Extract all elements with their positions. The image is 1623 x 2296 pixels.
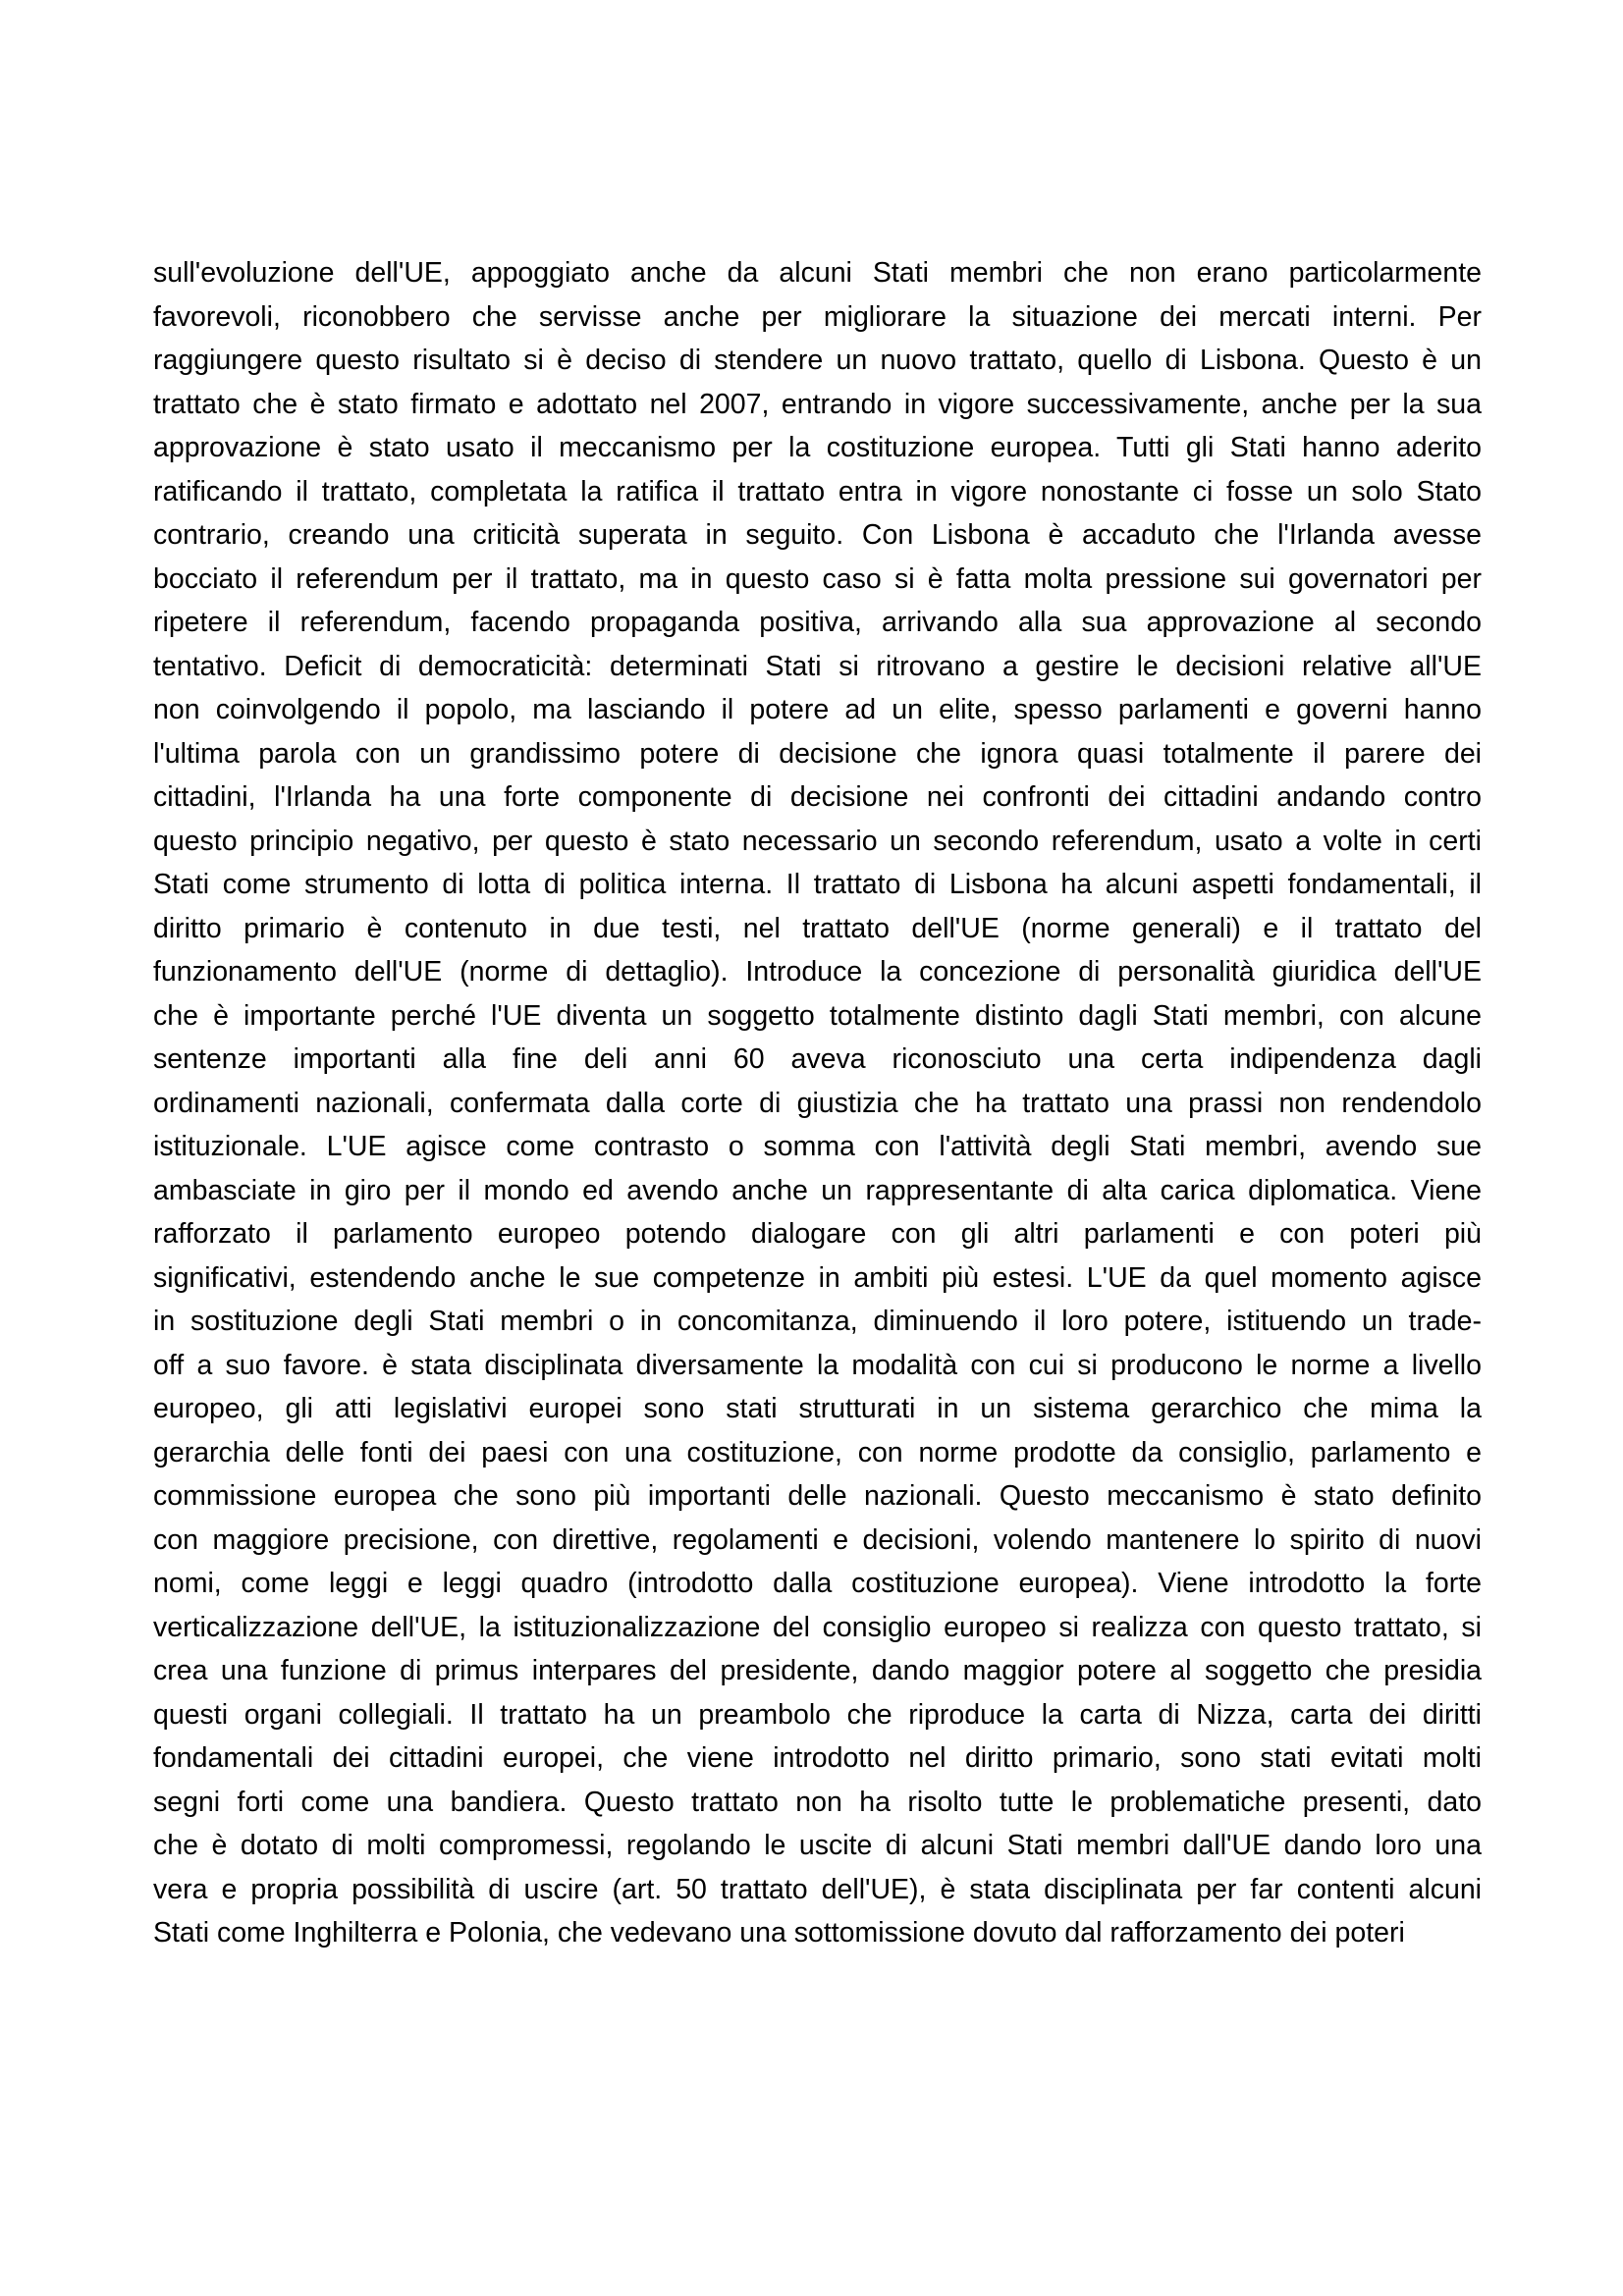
text-line: contrario, creando una criticità superata in seguito. Con Lisbona è accaduto che l'Irlanda avesse <box>153 519 1482 551</box>
text-line: europeo, gli atti legislativi europei sono stati strutturati in un sistema gerarchico che mima la <box>153 1393 1482 1424</box>
text-line: commissione europea che sono più importanti delle nazionali. Questo meccanismo è stato definito <box>153 1480 1482 1512</box>
text-line: diritto primario è contenuto in due testi, nel trattato dell'UE (norme generali) e il trattato del <box>153 912 1482 944</box>
text-line: l'ultima parola con un grandissimo potere di decisione che ignora quasi totalmente il parere dei <box>153 737 1482 770</box>
text-line: che è dotato di molti compromessi, regolando le uscite di alcuni Stati membri dall'UE dando loro una <box>153 1830 1482 1861</box>
text-line: rafforzato il parlamento europeo potendo dialogare con gli altri parlamenti e con poteri più <box>153 1218 1482 1250</box>
text-line: istituzionale. L'UE agisce come contrasto o somma con l'attività degli Stati membri, avendo sue <box>153 1131 1482 1162</box>
text-line: questi organi collegiali. Il trattato ha un preambolo che riproduce la carta di Nizza, carta dei diritti <box>153 1698 1482 1731</box>
text-line: segni forti come una bandiera. Questo trattato non ha risolto tutte le problematiche presenti, dato <box>153 1786 1482 1818</box>
text-line: nomi, come leggi e leggi quadro (introdotto dalla costituzione europea). Viene introdotto la forte <box>153 1568 1482 1599</box>
text-line: questo principio negativo, per questo è stato necessario un secondo referendum, usato a volte in certi <box>153 825 1482 857</box>
text-line: Stati come Inghilterra e Polonia, che vedevano una sottomissione dovuto dal rafforzamento dei poteri <box>153 1917 1405 1949</box>
text-line: funzionamento dell'UE (norme di dettaglio). Introduce la concezione di personalità giuridica dell'UE <box>153 956 1482 988</box>
text-line: sull'evoluzione dell'UE, appoggiato anche da alcuni Stati membri che non erano particolarmente <box>153 257 1482 289</box>
text-line: Stati come strumento di lotta di politica interna. Il trattato di Lisbona ha alcuni aspetti fondamentali, il <box>153 869 1482 900</box>
text-line: raggiungere questo risultato si è deciso di stendere un nuovo trattato, quello di Lisbona. Questo è un <box>153 345 1482 376</box>
text-line: ordinamenti nazionali, confermata dalla corte di giustizia che ha trattato una prassi non rendendolo <box>153 1087 1482 1119</box>
text-line: in sostituzione degli Stati membri o in concomitanza, diminuendo il loro potere, istituendo un trade- <box>153 1306 1482 1337</box>
body-paragraph <box>153 251 1482 1955</box>
text-line: off a suo favore. è stata disciplinata diversamente la modalità con cui si producono le norme a livello <box>153 1349 1482 1381</box>
text-line: non coinvolgendo il popolo, ma lasciando il potere ad un elite, spesso parlamenti e governi hanno <box>153 694 1482 725</box>
text-line: significativi, estendendo anche le sue competenze in ambiti più estesi. L'UE da quel momento agisce <box>153 1261 1482 1294</box>
text-line: verticalizzazione dell'UE, la istituzionalizzazione del consiglio europeo si realizza con questo trattato, si <box>153 1611 1482 1643</box>
text-line: fondamentali dei cittadini europei, che viene introdotto nel diritto primario, sono stati evitati molti <box>153 1742 1482 1774</box>
text-line: trattato che è stato firmato e adottato nel 2007, entrando in vigore successivamente, anche per la sua <box>153 388 1482 420</box>
text-line: crea una funzione di primus interpares del presidente, dando maggior potere al soggetto che presidia <box>153 1655 1482 1686</box>
text-line: ambasciate in giro per il mondo ed avendo anche un rappresentante di alta carica diplomatica. Viene <box>153 1174 1482 1206</box>
text-line: ripetere il referendum, facendo propaganda positiva, arrivando alla sua approvazione al secondo <box>153 607 1482 638</box>
text-line: con maggiore precisione, con direttive, regolamenti e decisioni, volendo mantenere lo spirito di nuovi <box>153 1523 1482 1556</box>
text-line: che è importante perché l'UE diventa un soggetto totalmente distinto dagli Stati membri, con alcune <box>153 999 1482 1032</box>
text-line: tentativo. Deficit di democraticità: determinati Stati si ritrovano a gestire le decisioni relative all'UE <box>153 650 1482 682</box>
text-line: favorevoli, riconobbero che servisse anche per migliorare la situazione dei mercati interni. Per <box>153 300 1482 333</box>
text-line: approvazione è stato usato il meccanismo per la costituzione europea. Tutti gli Stati hanno aderito <box>153 432 1482 463</box>
text-line: gerarchia delle fonti dei paesi con una costituzione, con norme prodotte da consiglio, parlamento e <box>153 1436 1482 1468</box>
text-line: sentenze importanti alla fine deli anni 60 aveva riconosciuto una certa indipendenza dagli <box>153 1043 1482 1075</box>
text-line: vera e propria possibilità di uscire (art. 50 trattato dell'UE), è stata disciplinata per far contenti alcuni <box>153 1873 1482 1905</box>
text-line: cittadini, l'Irlanda ha una forte componente di decisione nei confronti dei cittadini andando contro <box>153 781 1482 813</box>
text-line: bocciato il referendum per il trattato, ma in questo caso si è fatta molta pressione sui governatori per <box>153 562 1482 595</box>
text-line: ratificando il trattato, completata la ratifica il trattato entra in vigore nonostante ci fosse un solo Stato <box>153 475 1482 507</box>
